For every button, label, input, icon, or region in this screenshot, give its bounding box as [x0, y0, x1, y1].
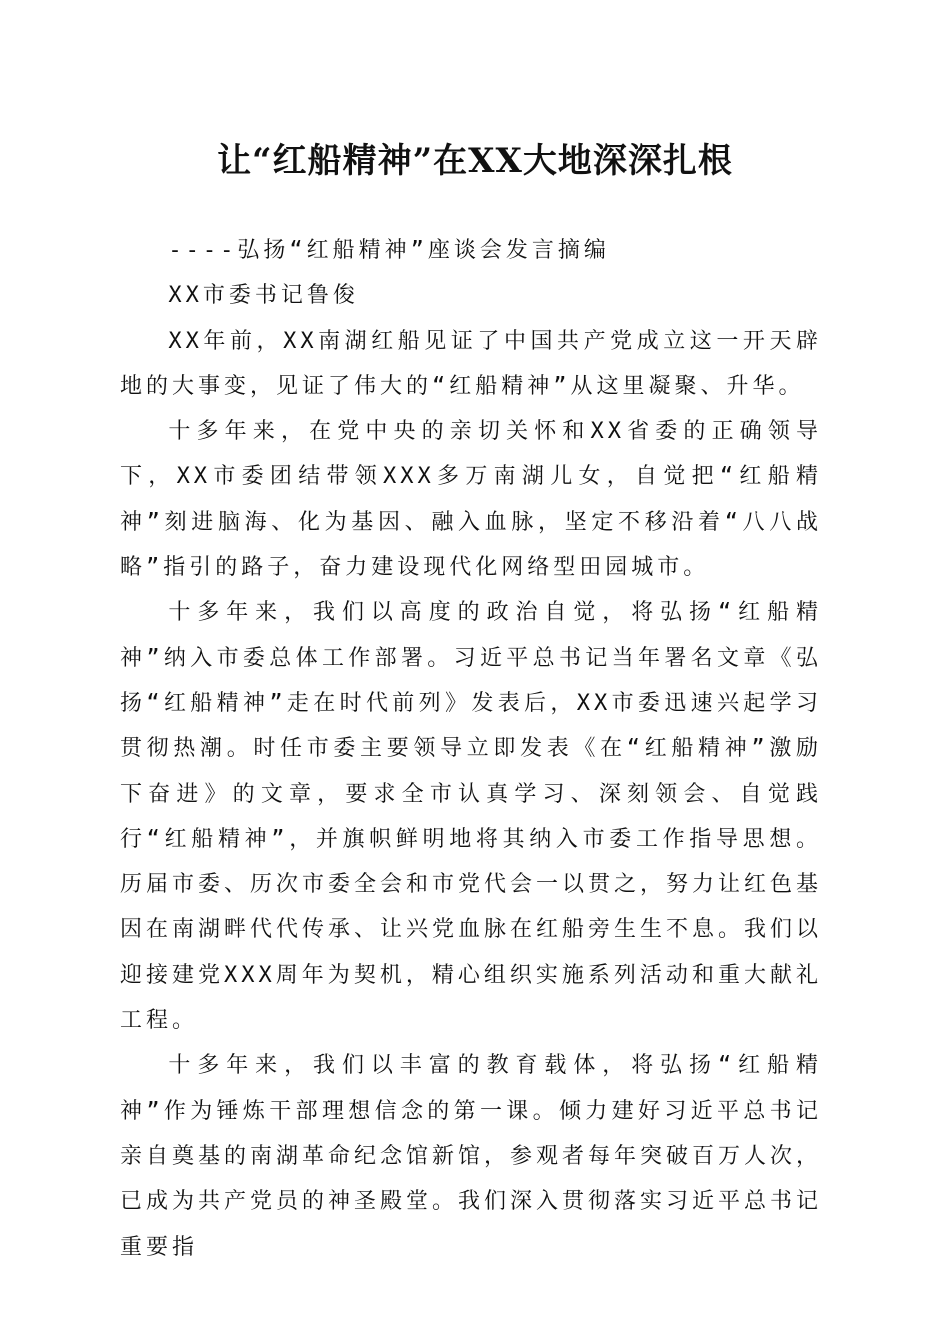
document-title: 让“红船精神”在XX大地深深扎根 [217, 141, 733, 181]
document-body [120, 228, 822, 1270]
paragraph: 十多年来，在党中央的亲切关怀和XX省委的正确领导下，XX市委团结带领XXX多万南湖儿女，自觉把“红船精神”刻进脑海、化为基因、融入血脉，坚定不移沿着“八八战略”指引的路子，奋力建设现代化网络型田园城市。 [120, 419, 822, 581]
author-line: XX市委书记鲁俊 [168, 283, 359, 309]
paragraph: XX年前，XX南湖红船见证了中国共产党成立这一开天辟地的大事变，见证了伟大的“红船精神”从这里凝聚、升华。 [120, 328, 822, 399]
subtitle: ----弘扬“红船精神”座谈会发言摘编 [168, 238, 610, 263]
paragraph: 十多年来，我们以丰富的教育载体，将弘扬“红船精神”作为锤炼干部理想信念的第一课。倾力建好习近平总书记亲自奠基的南湖革命纪念馆新馆，参观者每年突破百万人次，已成为共产党员的神圣殿堂。我们深入贯彻落实习近平总书记重要指 [120, 1053, 823, 1260]
paragraph: 十多年来，我们以高度的政治自觉，将弘扬“红船精神”纳入市委总体工作部署。习近平总书记当年署名文章《弘扬“红船精神”走在时代前列》发表后，XX市委迅速兴起学习贯彻热潮。时任市委主要领导立即发表《在“红船精神”激励下奋进》的文章，要求全市认真学习、深刻领会、自觉践行“红船精神”，并旗帜鲜明地将其纳入市委工作指导思想。历届市委、历次市委全会和市党代会一以贯之，努力让红色基因在南湖畔代代传承、让兴党血脉在红船旁生生不息。我们以迎接建党XXX周年为契机，精心组织实施系列活动和重大献礼工程。 [120, 600, 823, 1034]
